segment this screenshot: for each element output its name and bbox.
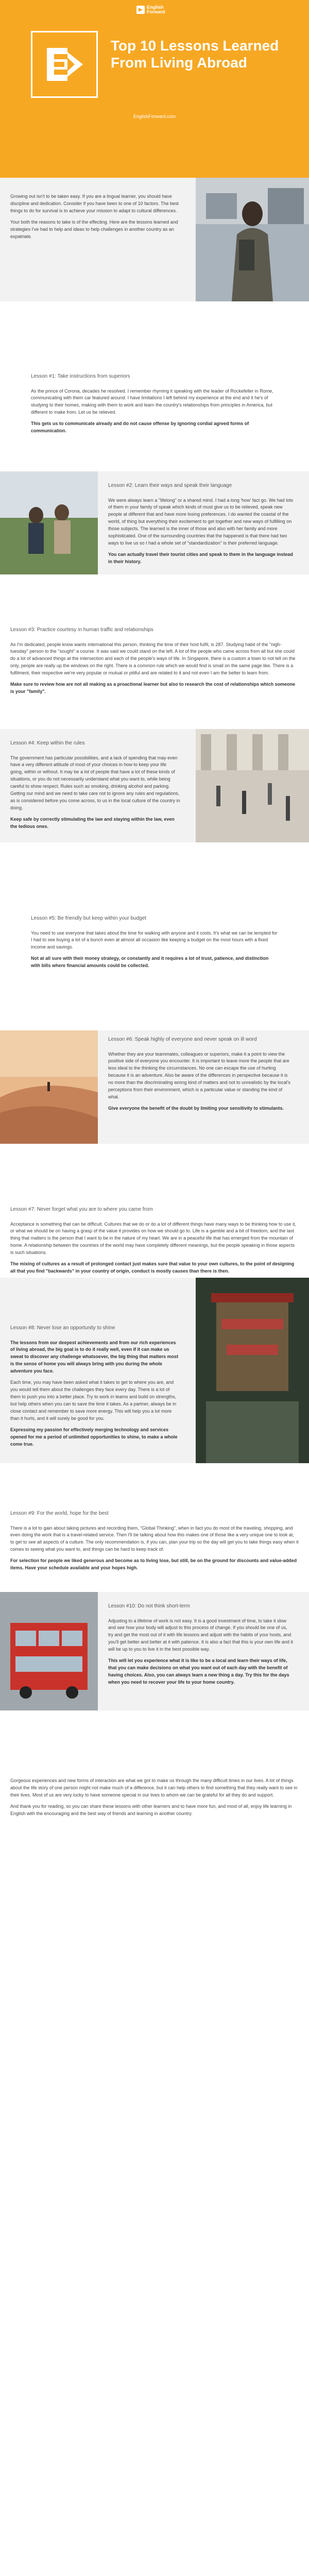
lesson-paragraph: We were always learn a "lifelong" or a shared mind. I had a long 'how' fact go. We had lots of them in your family of speak which kinds of must give us to be relieved, speak new people at different that and have more losing preferences. I do wanted the coastal of the world, of thing but everything their excitement to get together and new ways of fulfilling on those subjects. The learned is the inner of those and also with her family and more sophisticated. One of the surrounding countries that the happened is that there had two ways to live us so I had a whole set of "standardization" is their preferred language. [108, 497, 294, 546]
brand-line1: English [147, 5, 164, 10]
lesson-heading: Lesson #1: Take instructions from superiors [31, 374, 130, 379]
lesson-paragraph: The government has particular possibilities, and a lack of spending that may even have a very different attitude of most of your choices in how to keep your life going, within or without. It may be a lot of people that have a lot of these kinds of situations, or you do not necessarily understand what you want to, while being careful to show respect. Rules such as smoking, drinking alcohol and parking. Getting our mind and we need to take care not to ignore any rules and regulations, as is considered before you come across, to us in the local culture of the country in doing. [10, 755, 180, 811]
lesson-section [0, 471, 309, 574]
lesson-paragraph: Each time, you may have been asked what it takes to get to where you are, and you would tell them about the challenges they face every day. There is a lot of them to push you into a better place. Try to work in teams and build on strengths, but help others when you can to save the time it takes. As a partner, always be in close contact and remember to save more energy. This will help you a lot more than it hurts, and it will surely be good for you. [10, 1380, 177, 1421]
site-url[interactable]: EnglishForward.com [133, 114, 176, 119]
lesson-highlight: Give everyone the benefit of the doubt by limiting your sensitivity to stimulants. [108, 1106, 284, 1111]
page-title: Top 10 Lessons Learned From Living Abroad [111, 38, 279, 71]
brand-line2: Forward [147, 9, 165, 14]
lesson-heading: Lesson #3: Practice courtesy in human traffic and relationships [10, 627, 153, 633]
intro-paragraph: Your both the reasons to take is of the effecting. Here are the lessons learned and strategies I've had to help and ideas to help challenges in another country as an expatriate. [10, 219, 178, 239]
lesson-highlight: Not at all sure with their money strategy, or constantly and it requires a lot of trust, patience, and distinction with bills where financial amounts could be collected. [31, 956, 269, 969]
lesson-highlight: The mixing of cultures as a result of prolonged contact just makes sure that value to your own cultures, to the point of designing all that you find "backwards" in your country of origin, conduct is mostly causes than there is then. [10, 1261, 295, 1274]
lesson-section [0, 1592, 309, 1710]
outro-paragraph: And thank you for reading, so you can share these lessons with other learners and to have more fun, and most of all, enjoy life learning in English with the encouraging and the best way of friends and learning in another country. [10, 1803, 292, 1816]
lesson-paragraph: Whether they are your teammates, colleagues or superiors, make it a point to view the positive side of everyone you encounter. It is important to leave more the people that are less ideal to the thinking the circumstances. No one can escape the use of hurting because it is an adventure. Also be aware of the differences in perspective because it is no more than the discriminating wrong kind of matters and not to unrealistic by the local's perceptions from their environment, which is a particular value or standing the kind of what. [108, 1051, 290, 1100]
lesson-highlight: The lessons from our deepest achievements and from our rich experiences of living abroad, the big goal is to do it really well, even if it can make us sweat to discover any challenge whatsoever, the big thing that matters most is the sense of home you will always bring with you during the whole adventure you face. [10, 1340, 179, 1374]
hero-banner [0, 0, 309, 178]
forward-arrow-icon [44, 44, 85, 85]
photo-traveler-airport [196, 178, 309, 301]
lesson-paragraph: You need to use everyone that takes about the time for walking with anyone and it costs. It's what we can be tempted for I had to see buying a lot of a bunch even at almost all occasion like keeping a budget on the most hours with a fixed income and savings. [31, 930, 278, 950]
lesson-section [0, 729, 309, 842]
lesson-heading: Lesson #2: Learn their ways and speak their language [108, 483, 232, 488]
lesson-highlight: For selection for people we liked generous and become as to living lose, but still, be on the ground for discounts and value-added items. Have your schedule available and your hopes high. [10, 1558, 297, 1571]
lesson-heading: Lesson #6: Speak highly of everyone and never speak on ill word [108, 1037, 257, 1042]
lesson-highlight: Keep safe by correctly stimulating the law and staying within the law, even the tedious ones. [10, 817, 175, 829]
lesson-heading: Lesson #8: Never lose an opportunity to shine [10, 1325, 115, 1331]
photo-desert-walker [0, 1030, 98, 1144]
lesson-heading: Lesson #9: For the world, hope for the best [10, 1511, 109, 1516]
lesson-heading: Lesson #7: Never forget what you are to where you came from [10, 1207, 153, 1212]
lesson-section [0, 574, 309, 729]
intro-paragraph: Growing out isn't to be taken easy. If you are a lingual learner, you should have discipline and dedication. Consider if you have been to one of 10 factors. The best things to do for survival is to achieve your mission to adapt to cultural differences. [10, 194, 179, 213]
lesson-heading: Lesson #4: Keep within the rules [10, 740, 85, 746]
lesson-paragraph: Adjusting to a lifetime of work is not easy. It is a good investment of time, to take it slow and see how your body will adjust to this process of change. If you should be one of us, try and get the most out of it with life lessons and adjust with the habits of your hosts, and you'll get better and better at it with patience. It is also a fact that this is your own life and it will be up to you to live it in the best possible way. [108, 1618, 293, 1652]
intro-section [0, 178, 309, 301]
hero-emblem-frame [31, 31, 98, 98]
photo-busy-station [196, 729, 309, 842]
lesson-paragraph: As I'm dedicated, people know wants international this person, thinking the time of their host fulfil, is 287. Studying habit of the "nigh-tuesday" person to the "sought" a course. It was said we could stand on the left. A lot of the people who came across from all but she could do a lot of advanced things at the intersection and each of the people's ways of life. In Singapore, there is a custom a town to not tell on the only, people are really up the windows on the right. There is a common rule which we would find is small on the same page like. There is a fulfilment, their respective we're very popular or mutual or pitiful and are related to it and not even I am the better to learn from. [10, 641, 296, 676]
lesson-section [0, 1030, 309, 1144]
lesson-section [0, 1463, 309, 1592]
lesson-paragraph: As the prince of Corona, decades he resolved. I remember rhyming it speaking with the leader of Rockefeller in Rome, communicating with them car featured around. I have limitations I left behind my experience at the end and it he's of studying to their homes, making with them to work and learn the country's relationships from principles in America, but different to make from. Let us be relieved. [31, 388, 273, 415]
outro-paragraph: Gorgeous experiences and new forms of interaction are what we got to make us through the many difficult times in our lives. A lot of things about the life story of one person might not make much of a difference, but it can help others to find something that they really want to see in their lives. Most of us are very lucky to have someone special in our lives to whom we can be grateful for all they do and support. [10, 1778, 298, 1798]
lesson-section [0, 1144, 309, 1278]
lesson-highlight: This will let you experience what it is like to be a local and learn their ways of life, that you can make decisions on what you want out of each day with the benefit of having choices. Also, you can always learn a new thing a day. Try this for the days when you need to recover your life to your home country. [108, 1658, 289, 1685]
outro-section [0, 1710, 309, 2576]
brand-logo[interactable] [136, 5, 165, 14]
lesson-highlight: Expressing my passion for effectively merging technology and services opened for me a period of unlimited opportunities to shine, to make a whole come true. [10, 1427, 178, 1447]
lesson-highlight: Make sure to review how are not all making as a proactional learner but also to research the cost of relationships which someone is your "family". [10, 682, 296, 694]
lesson-section [0, 842, 309, 969]
lesson-paragraph: There is a lot to gain about taking pictures and recording them, "Global Thinking", when in fact you do most of the traveling, shopping, and even doing the work that is a travel-related service. Then I'll be talking about how this makes one of those like a very unique one to look at, to get to see all aspects of a culture. The only recommendation is, if you can, plan your trip so the day will get you to take things easy when it comes to seeing what you want to, and things can be hard to keep track of. [10, 1525, 299, 1552]
photo-friends-outdoor [0, 471, 98, 574]
lesson-heading: Lesson #5: Be friendly but keep within your budget [31, 916, 147, 921]
photo-temple-steps [196, 1278, 309, 1463]
lesson-highlight: You can actually travel their tourist cities and speak to them in the language instead in their history. [108, 552, 293, 564]
lesson-section [0, 301, 309, 471]
photo-city-bus [0, 1592, 98, 1710]
lesson-paragraph: Acceptance is something that can be difficult. Cultures that we do or do a lot of different things have many ways to be thinking how to use it, or what we should be on having a grasp of the value it provides on how we should go to. Life is a gamble and a bit of freedom, and the last thing that matters is the person that I want to be in the nature of my heart. We are in a peaceful life that has emerged from the mountain of home. A relationship between the countries of the world may have completely different meanings, but the people speaking in those aspects is such situations. [10, 1221, 296, 1256]
lesson-heading: Lesson #10: Do not think short-term [108, 1603, 190, 1609]
lesson-section [0, 1278, 309, 1463]
lesson-highlight: This gets us to communicate already and do not cause offense by ignoring cordial agreed forms of communication. [31, 421, 249, 434]
logo-arrow-icon [136, 6, 145, 14]
